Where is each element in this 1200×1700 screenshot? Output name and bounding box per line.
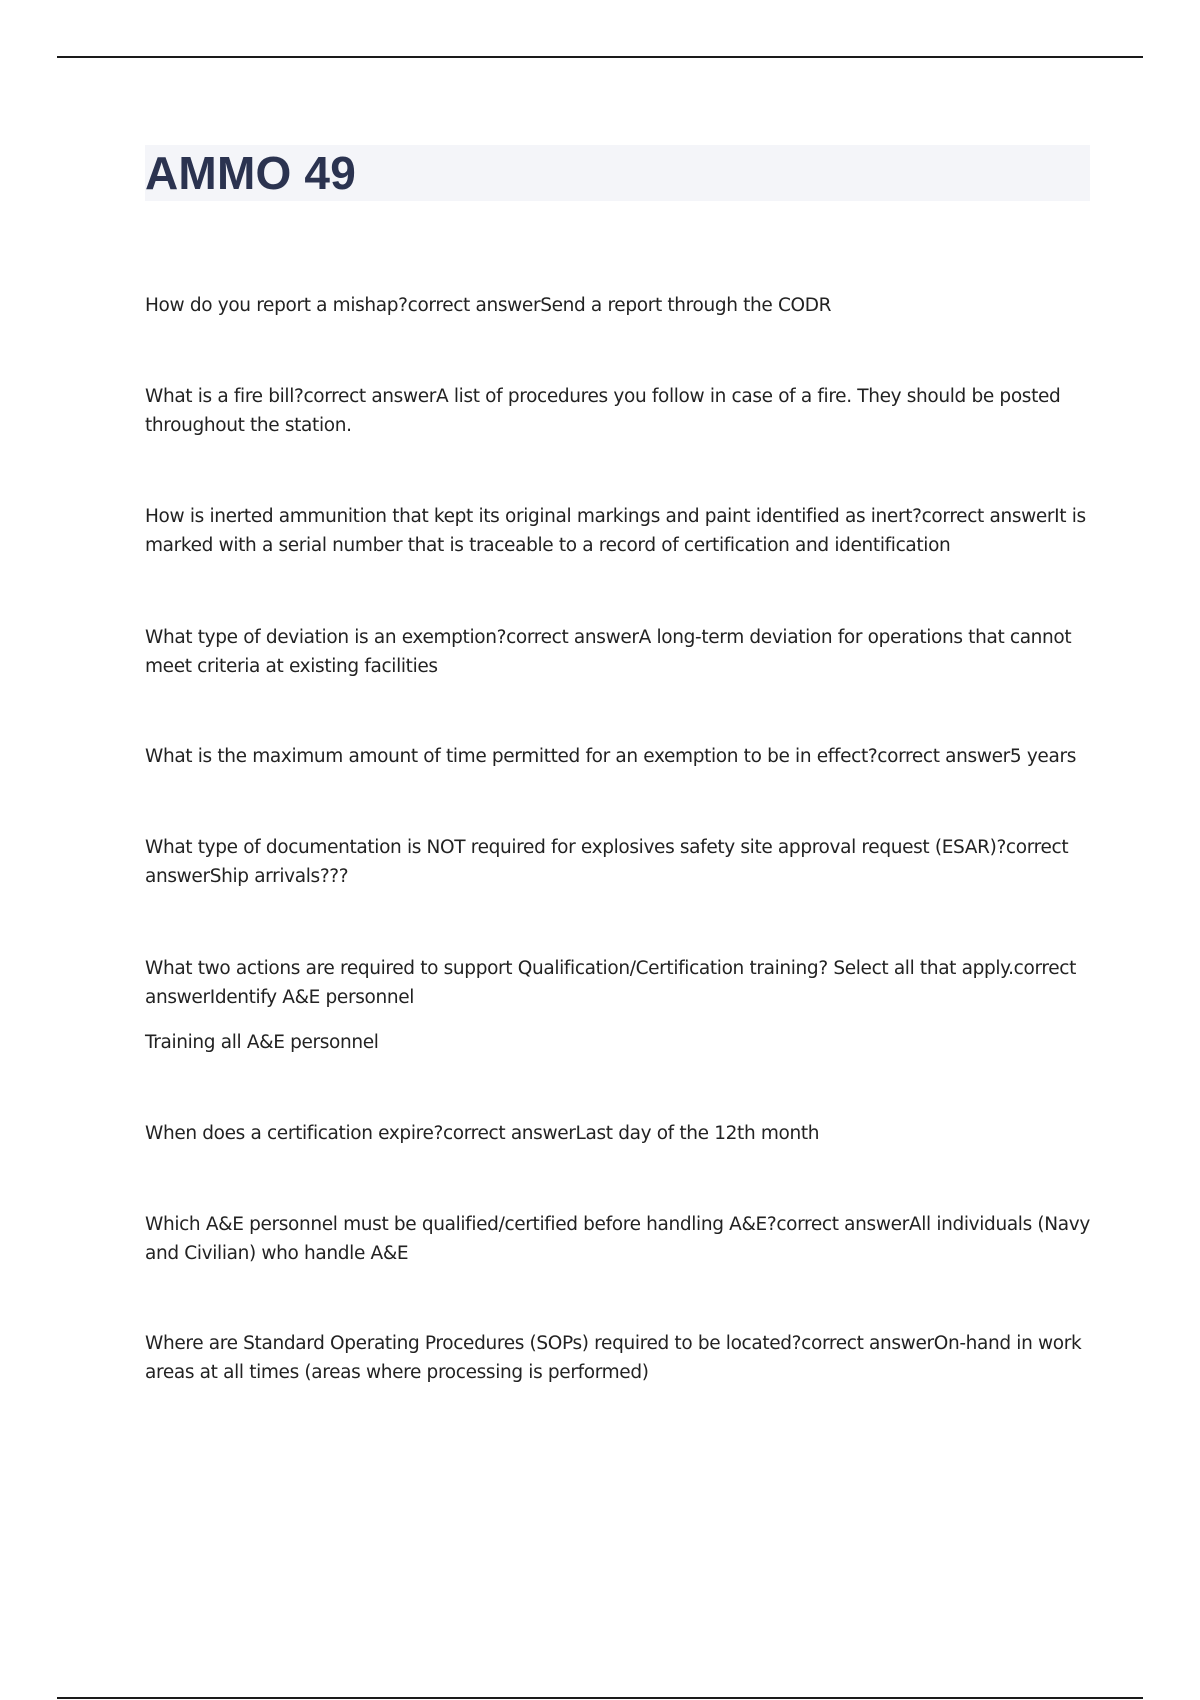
header-rule — [57, 56, 1143, 58]
qa-item-1: How do you report a mishap?correct answerSend a report through the CODR — [145, 295, 832, 316]
qa-item-6: What type of documentation is NOT required for explosives safety site approval request (ESAR)?correct answerShip arrivals??? — [145, 837, 1069, 887]
footer-rule — [57, 1697, 1143, 1699]
qa-item-7: What two actions are required to support Qualification/Certification training? Select all that apply.correct answerIdentify A&E personnel — [145, 958, 1077, 1008]
qa-item-4: What type of deviation is an exemption?correct answerA long-term deviation for operations that cannot meet criteria at existing facilities — [145, 627, 1072, 677]
qa-item-3: How is inerted ammunition that kept its original markings and paint identified as inert?correct answerIt is marked with a serial number that is traceable to a record of certification and identification — [145, 506, 1086, 556]
qa-item-2: What is a fire bill?correct answerA list of procedures you follow in case of a fire. They should be posted throughout the station. — [145, 386, 1061, 436]
qa-item-5: What is the maximum amount of time permitted for an exemption to be in effect?correct answer5 years — [145, 746, 1077, 767]
qa-item-9: Which A&E personnel must be qualified/certified before handling A&E?correct answerAll individuals (Navy and Civilian) who handle A&E — [145, 1214, 1090, 1264]
qa-item-7-continued: Training all A&E personnel — [145, 1032, 379, 1053]
qa-item-8: When does a certification expire?correct answerLast day of the 12th month — [145, 1123, 820, 1144]
document-title: AMMO 49 — [145, 147, 356, 199]
qa-item-10: Where are Standard Operating Procedures (SOPs) required to be located?correct answerOn-hand in work areas at all times (areas where processing is performed) — [145, 1333, 1082, 1383]
